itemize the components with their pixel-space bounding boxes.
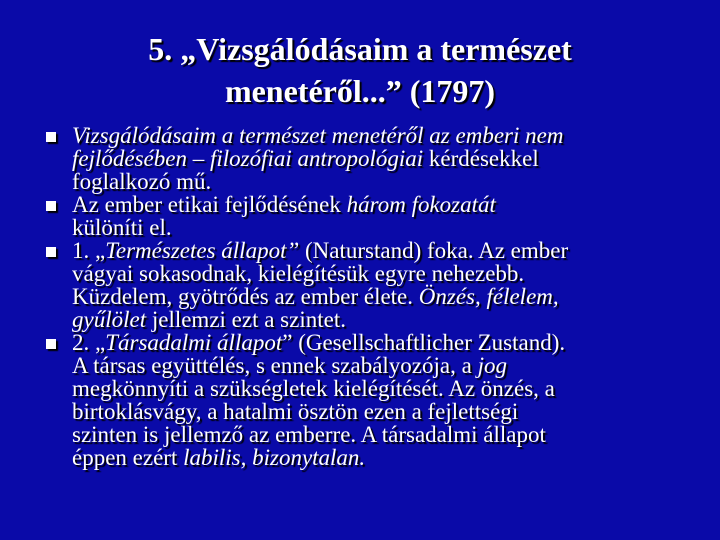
bullet-text-line [72, 308, 690, 331]
bullet-text-line [72, 446, 690, 469]
text-run: ” (Gesellschaftlicher Zustand). [282, 330, 566, 355]
text-run: kérdésekkel [423, 146, 539, 171]
slide-title-line: 5. „Vizsgálódásaim a természet [148, 31, 572, 67]
square-bullet-icon [46, 201, 56, 211]
text-run: foglalkozó mű. [72, 169, 212, 194]
italic-text: Társadalmi állapot [105, 330, 283, 355]
bullet-text-line [72, 354, 690, 377]
italic-text: három fokozatát [346, 192, 496, 217]
bullet-text-line [72, 331, 690, 354]
text-run: vágyai sokasodnak, kielégítésük egyre nehezebb. [72, 261, 525, 286]
italic-text: Természetes állapot” [105, 238, 300, 263]
square-bullet-icon [46, 339, 56, 349]
text-run: Az ember etikai fejlődésének [72, 192, 347, 217]
italic-text: gyűlölet [72, 307, 147, 332]
text-run: A társas együttélés, s ennek szabályozója, a [72, 353, 478, 378]
bullet-text-line [72, 285, 690, 308]
bullet-text-line [72, 147, 690, 170]
text-run: szinten is jellemző az emberre. A társadalmi állapot [72, 422, 546, 447]
text-run: Küzdelem, gyötrődés az ember élete. [72, 284, 419, 309]
italic-text: labilis, bizonytalan. [183, 445, 366, 470]
italic-text: jog [477, 353, 507, 378]
bullet-text-line [72, 193, 690, 216]
square-bullet-icon [46, 132, 56, 142]
text-run: 1. „ [72, 238, 106, 263]
slide-title [60, 28, 660, 112]
bullet-list [0, 124, 720, 469]
bullet-text-line [72, 262, 690, 285]
bullet-item [0, 239, 720, 331]
italic-text: Vizsgálódásaim a természet menetéről az emberi nem [72, 123, 564, 148]
square-bullet-icon [46, 247, 56, 257]
text-run: birtoklásvágy, a hatalmi ösztön ezen a fejlettségi [72, 399, 519, 424]
bullet-text-line [72, 239, 690, 262]
text-run: éppen ezért [72, 445, 184, 470]
bullet-text-line [72, 423, 690, 446]
bullet-text-line [72, 400, 690, 423]
bullet-item [0, 331, 720, 469]
bullet-text-line [72, 377, 690, 400]
slide-title-line: menetéről...” (1797) [224, 73, 496, 109]
text-run: különíti el. [72, 215, 172, 240]
text-run: 2. „ [72, 330, 106, 355]
bullet-item [0, 193, 720, 239]
italic-text: fejlődésében – filozófiai antropológiai [72, 146, 424, 171]
bullet-text-line [72, 170, 690, 193]
bullet-text-line [72, 124, 690, 147]
text-run: jellemzi ezt a szintet. [146, 307, 346, 332]
italic-text: Önzés, félelem, [418, 284, 559, 309]
text-run: megkönnyíti a szükségletek kielégítését. Az önzés, a [72, 376, 555, 401]
bullet-item [0, 124, 720, 193]
bullet-text-line [72, 216, 690, 239]
text-run: (Naturstand) foka. Az ember [299, 238, 569, 263]
